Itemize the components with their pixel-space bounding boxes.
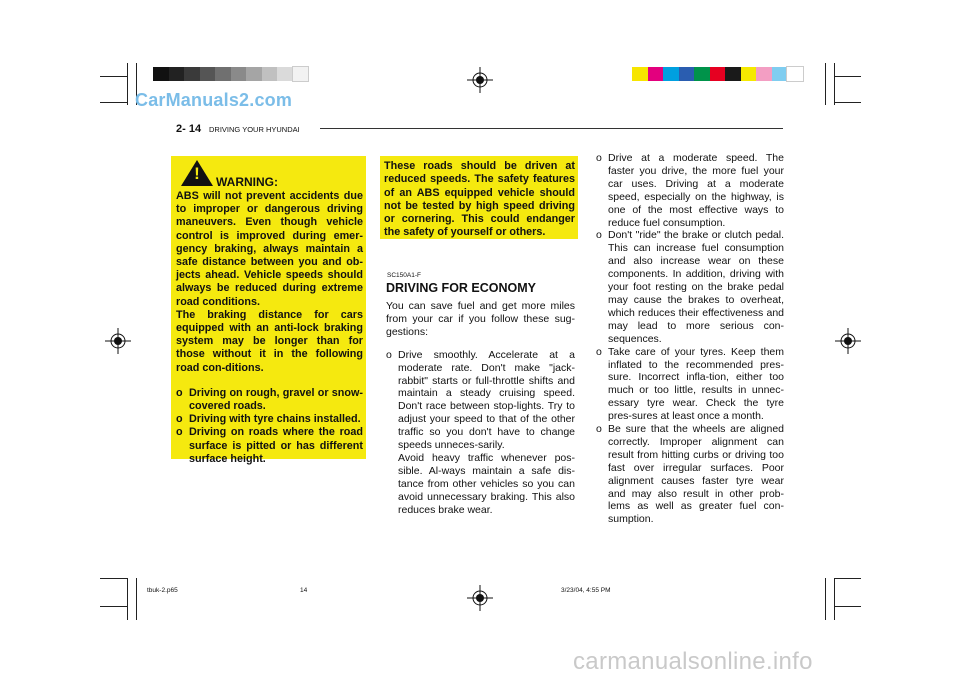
list-item [596,229,784,345]
bullet-marker: o [386,348,392,361]
gray-swatch [277,67,293,81]
list-item-text: Drive smoothly. Accelerate at a moderate rate. Don't make "jack-rabbit" starts or full-throttle shifts and maintain a steady cruising speed. Don't race between stop-lights. Try to adjust your speed to that of the other traffic so you don't have to change speeds unneces-sarily. [398,348,575,452]
gray-swatch [215,67,231,81]
list-item-text: Take care of your tyres. Keep them inflated to the recommended pres-sure. Incorrect infla-tion, either too much or too little, results in unnec-essary tyre wear. Check the tyre pres-sures at least once a month. [608,345,784,423]
gray-swatch [153,67,169,81]
gray-swatch [246,67,262,81]
bullet-marker: o [176,413,183,426]
list-item [386,349,575,517]
list-item-text: Don't "ride" the brake or clutch pedal. This can increase fuel consumption and also increase wear on these components. In addition, driving with your foot resting on the brake pedal may cause the brakes to overheat, which reduces their effectiveness and may lead to more serious con-sequences. [608,229,784,345]
gray-swatch [231,67,247,81]
watermark-footer: carmanualsonline.info [573,648,813,675]
bullet-marker: o [596,423,602,436]
color-swatch [648,67,664,81]
gray-swatch [169,67,185,81]
list-item-text: Driving on rough, gravel or snow-covered roads. [189,386,363,413]
list-item-text: Driving with tyre chains installed. [189,413,361,426]
gray-swatch [184,67,200,81]
footer-filename: tbuk-2.p65 [147,587,178,594]
gray-swatch [262,67,278,81]
right-column [596,152,784,526]
bullet-marker: o [596,229,602,242]
color-swatch [679,67,695,81]
color-swatch [772,67,788,81]
list-item [176,426,363,466]
color-swatch [725,67,741,81]
list-item-text: Drive at a moderate speed. The faster you drive, the more fuel your car uses. Driving at a moderate speed, especially on the highway, is one of the most effective ways to reduce fuel consumption. [608,152,784,229]
list-item-text: Be sure that the wheels are aligned correctly. Improper alignment can result from hitting curbs or driving too fast over irregular surfaces. Poor alignment causes faster tyre wear and may also result in other prob-lems as well as greater fuel con-sumption. [608,423,784,526]
registration-target-icon [105,328,131,354]
list-item-continuation: Avoid heavy traffic whenever pos-sible. Al-ways maintain a safe dis-tance from other vehicles so you can avoid unnecessary braking. This also reduces brake wear. [398,451,575,516]
economy-list-continued [596,152,784,526]
list-item [176,413,363,426]
color-swatch [694,67,710,81]
warning-paragraph: The braking distance for cars equipped with an anti-lock braking system may be longer than for those without it in the following road con-ditions. [176,308,363,374]
registration-target-icon [835,328,861,354]
exclamation-icon: ! [194,164,200,183]
color-swatch [663,67,679,81]
gray-swatch [200,67,216,81]
bullet-marker: o [176,386,183,399]
registration-target-icon [467,585,493,611]
warning-list [176,387,363,466]
watermark-link[interactable]: CarManuals2.com [135,90,293,110]
section-header: DRIVING YOUR HYUNDAI [209,125,300,134]
color-swatch [787,67,803,81]
header-divider [320,128,783,129]
warning-paragraph: ABS will not prevent accidents due to improper or dangerous driving maneuvers. Even though vehicle control is improved during emer-gency braking, always maintain a safe distance between you and ob-jects ahead. Vehicle speeds should always be reduced during extreme road conditions. [176,190,363,308]
bullet-marker: o [596,152,602,164]
intro-paragraph: You can save fuel and get more miles from your car if you follow these sug-gestions: [386,300,575,338]
list-item [176,387,363,413]
registration-target-icon [467,67,493,93]
section-code: SC150A1-F [387,272,421,279]
color-swatch [710,67,726,81]
color-swatch [632,67,648,81]
color-swatch [756,67,772,81]
section-title: DRIVING FOR ECONOMY [386,281,537,295]
list-item [596,423,784,526]
economy-list [386,349,575,517]
page-number: 2- 14 [176,123,202,135]
bullet-marker: o [596,345,602,358]
color-calibration-bar [632,67,803,81]
footer-page: 14 [300,587,308,594]
caution-text: These roads should be driven at reduced speeds. The safety features of an ABS equipped vehicle should not be tested by high speed driving or cornering. This could endanger the safety of yourself or others. [384,160,575,239]
list-item-text: Driving on roads where the road surface is pitted or has different surface height. [189,426,363,465]
bullet-marker: o [176,426,183,439]
list-item [596,152,784,229]
warning-text [176,190,363,466]
color-swatch [741,67,757,81]
warning-title: WARNING: [216,175,278,189]
gray-swatch [293,67,309,81]
list-item [596,346,784,423]
grayscale-calibration-bar [153,67,308,81]
section-body [386,300,575,517]
footer-timestamp: 3/23/04, 4:55 PM [561,587,611,594]
